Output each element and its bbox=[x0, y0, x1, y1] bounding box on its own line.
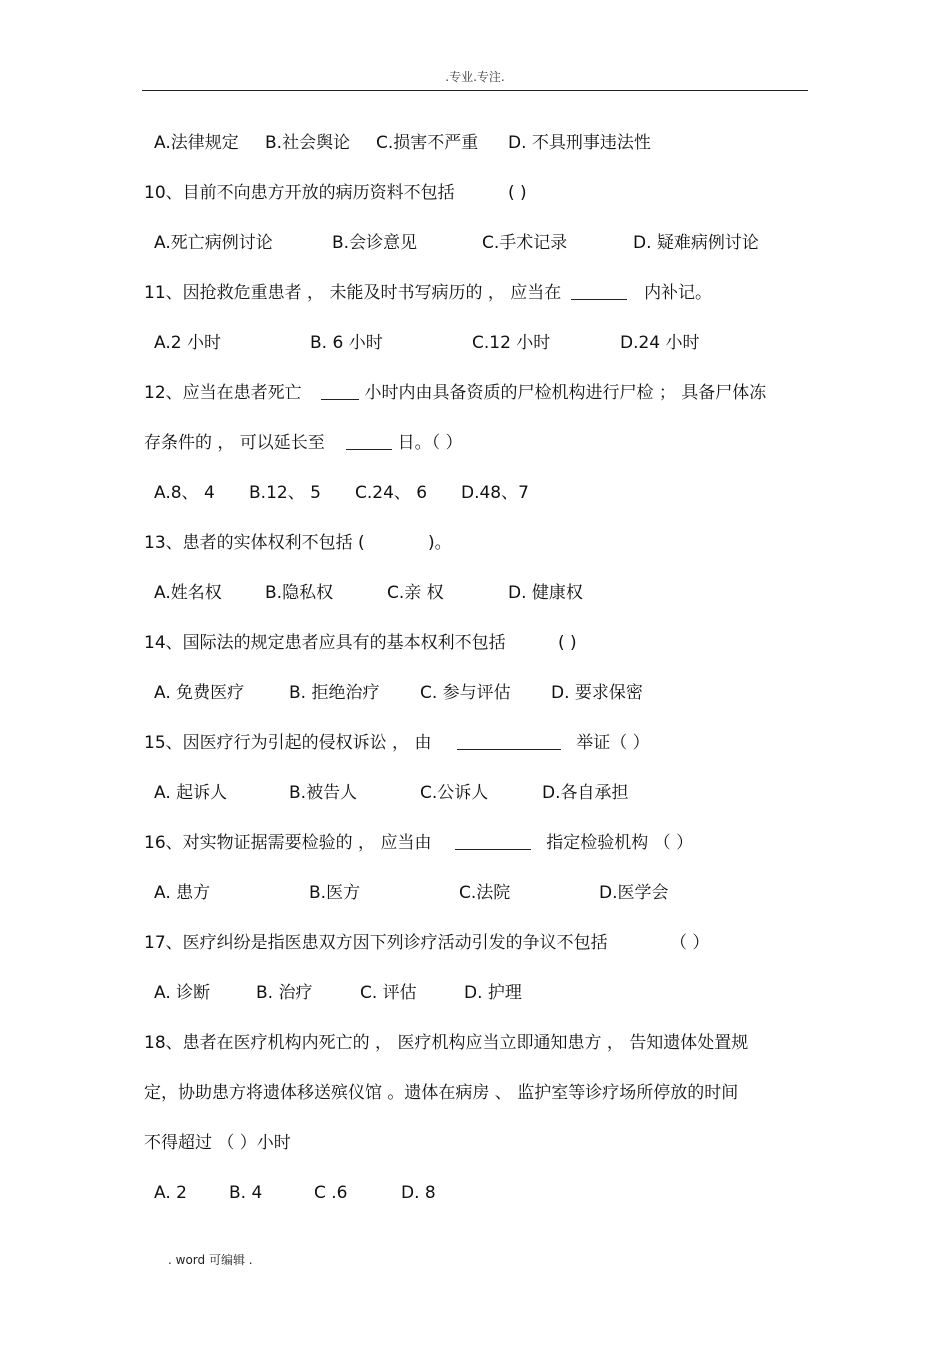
option-c: C. 参与评估 bbox=[420, 683, 511, 703]
option-a: A. 诊断 bbox=[154, 983, 211, 1003]
question-10 bbox=[144, 181, 527, 205]
option-d: D.24 小时 bbox=[620, 333, 700, 353]
answer-paren: ( ) bbox=[508, 183, 527, 203]
option-a: A.2 小时 bbox=[154, 333, 221, 353]
question-18-line3: 不得超过 （ ）小时 bbox=[144, 1133, 291, 1153]
question-13-stem: 13、患者的实体权利不包括 ( bbox=[144, 533, 365, 553]
question-10-stem: 10、目前不向患方开放的病历资料不包括 bbox=[144, 183, 455, 203]
question-15-part1: 15、因医疗行为引起的侵权诉讼 ， 由 bbox=[144, 733, 432, 753]
option-a: A. 免费医疗 bbox=[154, 683, 245, 703]
question-17-stem: 17、医疗纠纷是指医患双方因下列诊疗活动引发的争议不包括 bbox=[144, 933, 608, 953]
question-16 bbox=[144, 831, 693, 855]
option-b: B.医方 bbox=[309, 883, 361, 903]
option-b: B.隐私权 bbox=[265, 583, 334, 603]
question-12-part2: 小时内由具备资质的尸检机构进行尸检 ； 具备尸体冻 bbox=[364, 383, 767, 403]
question-15-part2: 举证（ ） bbox=[576, 733, 650, 753]
option-d: D. 要求保密 bbox=[551, 683, 643, 703]
option-b: B. 治疗 bbox=[256, 983, 313, 1003]
answer-blank bbox=[571, 283, 627, 300]
question-17 bbox=[144, 931, 710, 955]
question-14 bbox=[144, 631, 577, 655]
option-a: A.姓名权 bbox=[154, 583, 222, 603]
answer-paren: ( ) bbox=[558, 633, 577, 653]
option-d: D. 护理 bbox=[464, 983, 522, 1003]
option-d: D. 健康权 bbox=[508, 583, 583, 603]
option-d: D. 不具刑事违法性 bbox=[508, 133, 651, 153]
question-12-line1 bbox=[144, 381, 766, 405]
option-a: A.法律规定 bbox=[154, 133, 239, 153]
option-a: A. 患方 bbox=[154, 883, 211, 903]
question-11-part1: 11、因抢救危重患者 ， 未能及时书写病历的 ， 应当在 bbox=[144, 283, 562, 303]
question-16-part1: 16、对实物证据需要检验的 ， 应当由 bbox=[144, 833, 432, 853]
question-18-line2: 定，协助患方将遗体移送殡仪馆 。遗体在病房 、 监护室等诊疗场所停放的时间 bbox=[144, 1083, 739, 1103]
option-b: B. 拒绝治疗 bbox=[289, 683, 380, 703]
option-c: C.手术记录 bbox=[482, 233, 568, 253]
question-11 bbox=[144, 281, 712, 305]
option-d: D.48、7 bbox=[461, 483, 529, 503]
option-c: C.法院 bbox=[459, 883, 511, 903]
option-c: C .6 bbox=[314, 1183, 348, 1203]
question-12-part1: 12、应当在患者死亡 bbox=[144, 383, 302, 403]
question-12-part3: 存条件的 ， 可以延长至 bbox=[144, 433, 325, 453]
option-a: A. 起诉人 bbox=[154, 783, 228, 803]
question-13-tail: )。 bbox=[428, 533, 452, 553]
option-c: C.损害不严重 bbox=[376, 133, 479, 153]
option-c: C. 评估 bbox=[360, 983, 417, 1003]
option-b: B. 4 bbox=[229, 1183, 263, 1203]
question-15 bbox=[144, 731, 650, 755]
header-rule bbox=[142, 90, 808, 91]
answer-paren: （ ） bbox=[670, 933, 710, 953]
question-13 bbox=[144, 531, 452, 555]
option-d: D. 疑难病例讨论 bbox=[633, 233, 759, 253]
option-b: B.被告人 bbox=[289, 783, 358, 803]
option-c: C.亲 权 bbox=[387, 583, 444, 603]
option-b: B. 6 小时 bbox=[310, 333, 383, 353]
option-d: D. 8 bbox=[401, 1183, 436, 1203]
answer-blank bbox=[346, 433, 392, 450]
page-header: .专业.专注. bbox=[445, 70, 505, 84]
option-b: B.会诊意见 bbox=[332, 233, 418, 253]
question-11-part2: 内补记。 bbox=[644, 283, 713, 303]
answer-blank bbox=[455, 833, 531, 850]
option-b: B.12、 5 bbox=[249, 483, 321, 503]
question-14-stem: 14、国际法的规定患者应具有的基本权利不包括 bbox=[144, 633, 506, 653]
answer-blank bbox=[321, 383, 359, 400]
question-16-part2: 指定检验机构 （ ） bbox=[546, 833, 694, 853]
option-a: A. 2 bbox=[154, 1183, 187, 1203]
option-c: C.24、 6 bbox=[355, 483, 428, 503]
page-footer: . word 可编辑 . bbox=[168, 1253, 253, 1267]
option-b: B.社会舆论 bbox=[265, 133, 351, 153]
option-c: C.公诉人 bbox=[420, 783, 489, 803]
option-d: D.医学会 bbox=[599, 883, 669, 903]
question-18-line1: 18、患者在医疗机构内死亡的 ， 医疗机构应当立即通知患方 ， 告知遗体处置规 bbox=[144, 1033, 749, 1053]
option-a: A.8、 4 bbox=[154, 483, 215, 503]
answer-blank bbox=[457, 733, 561, 750]
option-c: C.12 小时 bbox=[472, 333, 551, 353]
option-a: A.死亡病例讨论 bbox=[154, 233, 273, 253]
question-12-part4: 日。（ ） bbox=[397, 433, 463, 453]
option-d: D.各自承担 bbox=[542, 783, 629, 803]
question-12-line2 bbox=[144, 431, 463, 455]
